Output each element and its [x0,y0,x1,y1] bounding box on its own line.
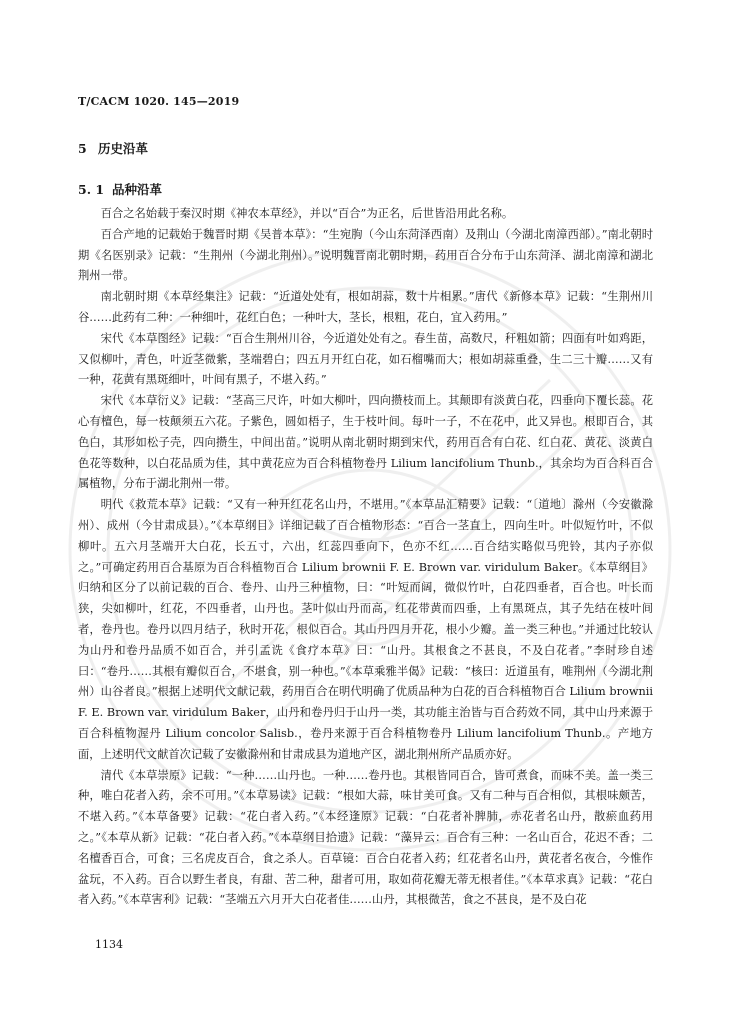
section-heading [78,139,148,157]
standard-code-header: T/CACM 1020. 145—2019 [78,95,240,108]
paragraph: 百合之名始载于秦汉时期《神农本草经》，并以“百合”为正名，后世皆沿用此名称。 [100,207,514,220]
paragraph: 明代《救荒本草》记载：“又有一种开红花名山丹，不堪用。”《本草品汇精要》记载：“〔道地〕滁州（今安徽滁州）、成州（今甘肃成县）。”《本草纲目》详细记载了百合植物形态：“百合一茎直上，四向生叶。叶似短竹叶，不似柳叶。五六月茎端开大白花，长五寸，六出，红蕊四垂向下，色亦不红……百合结实略似马兜铃，其内子亦似之。”可确定药用百合基原为百合科植物百合 Lilium brownii F. E. Brown var. viridulum Baker。《本草纲目》归纳和区分了以前记载的百合、卷丹、山丹三种植物，曰：“叶短而阔，微似竹叶，白花四垂者，百合也。叶长而狭，尖如柳叶，红花，不四垂者，山丹也。茎叶似山丹而高，红花带黄而四垂，上有黑斑点，其子先结在枝叶间者，卷丹也。卷丹以四月结子，秋时开花，根似百合。其山丹四月开花，根小少瓣。盖一类三种也。”并通过比较认为山丹和卷丹品质不如百合，并引孟诜《食疗本草》曰：“山丹。其根食之不甚良，不及白花者。”李时珍自述曰：“卷丹……其根有瓣似百合，不堪食，别一种也。”《本草乘雅半偈》记载：“核曰：近道虽有，唯荆州（今湖北荆州）山谷者良。”根据上述明代文献记载，药用百合在明代明确了优质品种为白花的百合科植物百合 Lilium brownii F. E. Brown var. viridulum Baker，山丹和卷丹归于山丹一类，其功能主治皆与百合药效不同，其中山丹来源于百合科植物渥丹 Lilium concolor Salisb.，卷丹来源于百合科植物卷丹 Lilium lancifolium Thunb.。产地方面，上述明代文献首次记载了安徽滁州和甘肃成县为道地产区，湖北荆州所产品质亦好。 [78,498,653,761]
subsection-title: 品种沿革 [112,182,163,197]
paragraph: 南北朝时期《本草经集注》记载：“近道处处有，根如胡蒜，数十片相累。”唐代《新修本草》记载：“生荆州川谷……此药有二种：一种细叶，花红白色；一种叶大，茎长，根粗，花白，宜入药用。” [78,290,653,324]
paragraph: 宋代《本草衍义》记载：“茎高三尺许，叶如大柳叶，四向攒枝而上。其颠即有淡黄白花，四垂向下覆长蕊。花心有檀色，每一枝颠须五六花。子紫色，圆如梧子，生于枝叶间。每叶一子，不在花中，此又异也。根即百合，其色白，其形如松子壳，四向攒生，中间出苗。”说明从南北朝时期到宋代，药用百合有白花、红白花、黄花、淡黄白色花等数种，以白花品质为佳，其中黄花应为百合科植物卷丹 Lilium lancifolium Thunb.，其余均为百合科百合属植物，分布于湖北荆州一带。 [78,394,653,491]
paragraph: 百合产地的记载始于魏晋时期《吴普本草》：“生宛朐（今山东菏泽西南）及荆山（今湖北南漳西部）。”南北朝时期《名医别录》记载：“生荆州（今湖北荆州）。”说明魏晋南北朝时期，药用百合分布于山东菏泽、湖北南漳和湖北荆州一带。 [78,227,653,283]
page-number: 1134 [95,938,123,951]
paragraph: 宋代《本草图经》记载：“百合生荆州川谷，今近道处处有之。春生苗，高数尺，秆粗如箭；四面有叶如鸡距，又似柳叶，青色，叶近茎微紫，茎端碧白；四五月开红白花，如石榴嘴而大；根如胡蒜重叠，生二三十瓣……又有一种，花黄有黑斑细叶，叶间有黑子，不堪入药。” [78,331,653,387]
section-number: 5 [78,141,87,156]
subsection-number: 5. 1 [78,182,105,197]
body-text [78,204,653,911]
subsection-heading [78,180,162,198]
section-title: 历史沿革 [98,141,149,156]
paragraph: 清代《本草崇原》记载：“一种……山丹也。一种……卷丹也。其根皆同百合，皆可煮食，而味不美。盖一类三种，唯白花者入药，余不可用。”《本草易读》记载：“根如大蒜，味甘美可食。又有二种与百合相似，其根味颇苦，不堪入药。”《本草备要》记载：“花白者入药。”《本经逢原》记载：“白花者补脾肺，赤花者名山丹，散瘀血药用之。”《本草从新》记载：“花白者入药。”《本草纲目拾遗》记载：“藻异云：百合有三种：一名山百合，花迟不香；二名檀香百合，可食；三名虎皮百合，食之杀人。百草镜：百合白花者入药；红花者名山丹，黄花者名夜合，今惟作盆玩，不入药。百合以野生者良，有甜、苦二种，甜者可用，取如荷花瓣无蒂无根者佳。”《本草求真》记载：“花白者入药。”《本草害利》记载：“茎端五六月开大白花者佳……山丹，其根微苦，食之不甚良，是不及白花 [78,768,653,907]
